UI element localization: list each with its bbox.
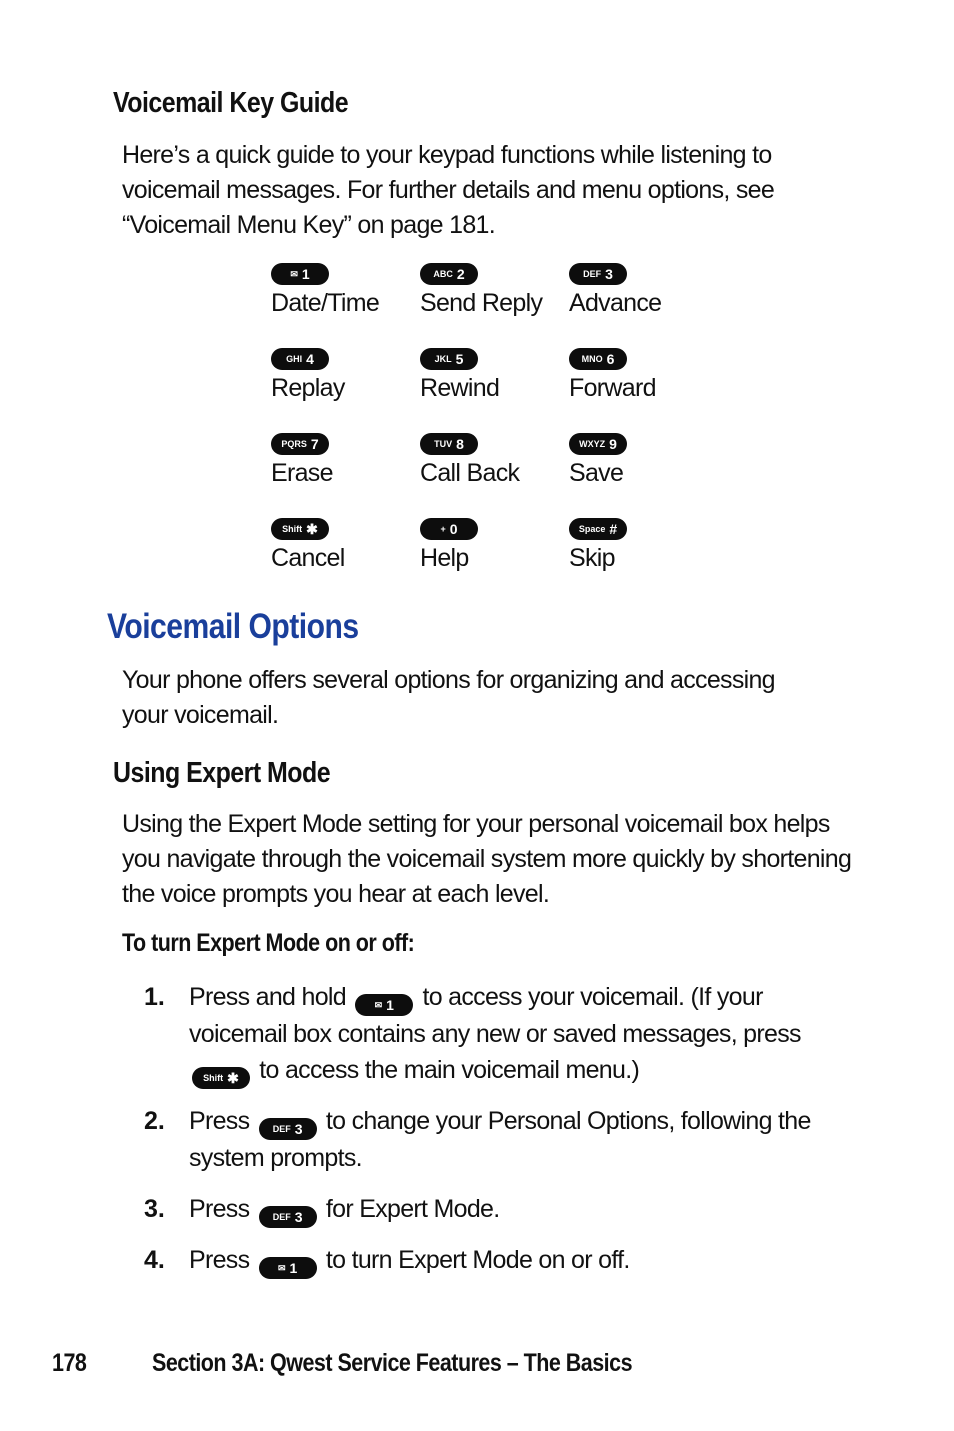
- key-star-icon: Shift ✱: [192, 1067, 250, 1089]
- key-8-icon: TUV 8: [420, 433, 478, 455]
- key-item-8: [420, 433, 560, 486]
- step-text: Press: [189, 1107, 250, 1135]
- step-number: 2.: [144, 1107, 165, 1135]
- step-text: Press: [189, 1246, 250, 1274]
- key-star-icon: Shift ✱: [271, 518, 329, 540]
- key-label: Send Reply: [420, 289, 543, 317]
- voicemail-options-heading: Voicemail Options: [107, 607, 359, 646]
- key-guide-heading: Voicemail Key Guide: [113, 87, 349, 119]
- key-2-icon: ABC 2: [420, 263, 478, 285]
- page-number: 178: [52, 1349, 87, 1377]
- key-label: Skip: [569, 544, 615, 572]
- step-number: 4.: [144, 1246, 165, 1274]
- key-item-9: [569, 433, 709, 486]
- key-label: Forward: [569, 374, 656, 402]
- step-text: Press: [189, 1195, 250, 1223]
- key-1-icon: ✉ 1: [355, 994, 413, 1016]
- step-text: to access the main voicemail menu.): [259, 1056, 640, 1084]
- step-number: 1.: [144, 983, 165, 1011]
- key-item-2: [420, 263, 560, 316]
- key-guide-intro: Here’s a quick guide to your keypad functions while listening to voicemail messages. For further details and menu options, see “Voicemail Menu Key” on page 181.: [122, 141, 775, 239]
- voicemail-options-intro: Your phone offers several options for organizing and accessing your voicemail.: [122, 666, 775, 729]
- key-0-icon: + 0: [420, 518, 478, 540]
- step-text: to change your Personal Options, following the system prompts.: [189, 1107, 811, 1172]
- key-label: Call Back: [420, 459, 520, 487]
- expert-mode-intro: Using the Expert Mode setting for your personal voicemail box helps you navigate through the voicemail system more quickly by shortening the voice prompts you hear at each level.: [122, 810, 852, 908]
- key-label: Rewind: [420, 374, 500, 402]
- step-body: [189, 1103, 864, 1176]
- key-6-icon: MNO 6: [569, 348, 627, 370]
- key-1-icon: ✉ 1: [259, 1257, 317, 1279]
- key-9-icon: WXYZ 9: [569, 433, 627, 455]
- key-5-icon: JKL 5: [420, 348, 478, 370]
- key-3-icon: DEF 3: [259, 1206, 317, 1228]
- key-label: Help: [420, 544, 469, 572]
- key-item-7: [271, 433, 411, 486]
- key-item-4: [271, 348, 411, 401]
- key-label: Erase: [271, 459, 333, 487]
- key-pound-icon: Space #: [569, 518, 627, 540]
- section-title: Section 3A: Qwest Service Features – The Basics: [152, 1349, 633, 1377]
- key-item-5: [420, 348, 560, 401]
- step-body: [189, 1191, 864, 1228]
- key-item-0: [420, 518, 560, 571]
- key-label: Cancel: [271, 544, 345, 572]
- key-item-star: [271, 518, 411, 571]
- key-item-3: [569, 263, 709, 316]
- step-3: [144, 1191, 864, 1228]
- step-number: 3.: [144, 1195, 165, 1223]
- key-3-icon: DEF 3: [259, 1118, 317, 1140]
- key-4-icon: GHI 4: [271, 348, 329, 370]
- step-1: [144, 979, 864, 1089]
- key-3-icon: DEF 3: [569, 263, 627, 285]
- step-text: Press and hold: [189, 983, 346, 1011]
- key-label: Date/Time: [271, 289, 380, 317]
- key-1-icon: ✉ 1: [271, 263, 329, 285]
- step-body: [189, 979, 864, 1089]
- expert-mode-subheading: To turn Expert Mode on or off:: [122, 929, 415, 957]
- key-label: Advance: [569, 289, 662, 317]
- expert-mode-heading: Using Expert Mode: [113, 757, 331, 789]
- key-item-1: [271, 263, 411, 316]
- step-text: for Expert Mode.: [325, 1195, 500, 1223]
- key-label: Replay: [271, 374, 345, 402]
- key-label: Save: [569, 459, 624, 487]
- step-text: to access your voicemail. (If your voicemail box contains any new or saved messages, press: [189, 983, 801, 1048]
- step-4: [144, 1242, 864, 1279]
- step-text: to turn Expert Mode on or off.: [325, 1246, 630, 1274]
- key-7-icon: PQRS 7: [271, 433, 329, 455]
- key-item-pound: [569, 518, 709, 571]
- step-2: [144, 1103, 864, 1176]
- step-body: [189, 1242, 864, 1279]
- key-item-6: [569, 348, 709, 401]
